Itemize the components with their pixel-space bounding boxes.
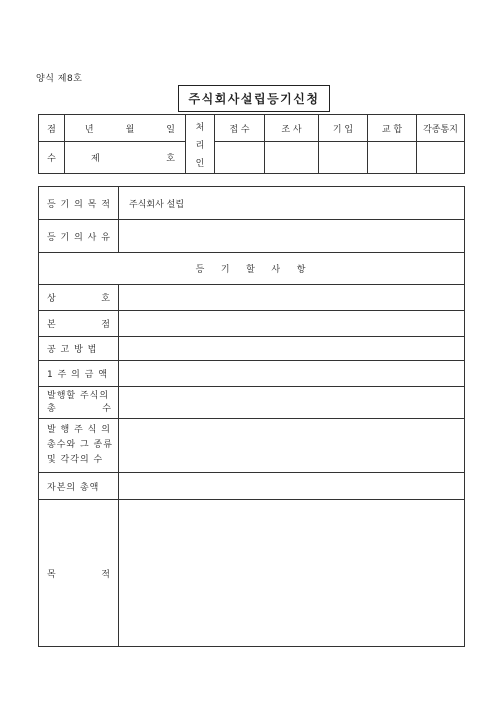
handler-char-1: 처 xyxy=(195,122,205,133)
trade-name-label-cell xyxy=(39,285,119,311)
ho-label: 호 xyxy=(166,154,175,164)
issued-shares-line-3: 및 각각의 수 xyxy=(47,455,104,465)
col-investigation-header xyxy=(265,115,319,142)
reason-value-cell[interactable] xyxy=(119,220,465,253)
handler-char-2: 리 xyxy=(195,140,205,151)
purpose-label-cell xyxy=(39,187,119,220)
investigation-stamp-cell[interactable] xyxy=(265,142,319,174)
public-notice-label-cell xyxy=(39,337,119,361)
head-office-value-cell[interactable] xyxy=(119,311,465,337)
col-check-header xyxy=(368,115,417,142)
reception-stamp-cell[interactable] xyxy=(215,142,265,174)
notice-stamp-cell[interactable] xyxy=(417,142,465,174)
section-header: 등 기 할 사 항 xyxy=(195,265,308,275)
col-notice-label: 각종통지 xyxy=(423,124,458,135)
registration-table xyxy=(38,186,465,647)
month-label: 월 xyxy=(125,124,135,135)
purpose-value-cell[interactable] xyxy=(119,187,465,220)
objective-value-cell[interactable] xyxy=(119,500,465,647)
form-number-label: 양식 제8호 xyxy=(36,74,83,84)
col-reception-header xyxy=(215,115,265,142)
capital-total-value-cell[interactable] xyxy=(119,473,465,500)
objective-char-1: 목 xyxy=(47,569,56,580)
head-office-char-2: 점 xyxy=(101,320,110,330)
col-reception-label: 접 수 xyxy=(229,124,250,135)
je-label: 제 xyxy=(91,154,100,164)
check-stamp-cell[interactable] xyxy=(368,142,417,174)
reason-label-cell xyxy=(39,220,119,253)
issued-shares-line-2: 총수와 그 종류 xyxy=(47,440,113,450)
trade-name-char-1: 상 xyxy=(47,294,56,304)
form-title-text: 주식회사설립등기신청 xyxy=(188,92,320,106)
reception-jeom-label: 점 xyxy=(47,124,56,135)
issued-shares-line-1: 발 행 주 식 의 xyxy=(47,425,111,435)
head-office-char-1: 본 xyxy=(47,320,56,330)
section-header-cell xyxy=(39,253,465,285)
form-title xyxy=(178,85,330,112)
col-entry-header xyxy=(319,115,368,142)
issued-shares-label-cell xyxy=(39,419,119,473)
reception-table xyxy=(38,114,465,174)
public-notice-value-cell[interactable] xyxy=(119,337,465,361)
col-notice-header xyxy=(417,115,465,142)
number-cell[interactable] xyxy=(65,142,186,174)
trade-name-char-2: 호 xyxy=(101,294,110,304)
col-entry-label: 기 입 xyxy=(332,124,354,135)
objective-char-2: 적 xyxy=(101,569,110,580)
objective-label-cell xyxy=(39,500,119,647)
entry-stamp-cell[interactable] xyxy=(319,142,368,174)
reception-su-label: 수 xyxy=(47,154,56,164)
issuable-shares-value-cell[interactable] xyxy=(119,387,465,419)
purpose-value: 주식회사 설립 xyxy=(129,199,185,210)
purpose-label: 등 기 의 목 적 xyxy=(47,199,111,210)
date-cell[interactable] xyxy=(65,115,186,142)
col-investigation-label: 조 사 xyxy=(281,124,302,135)
capital-total-label: 자본의 총액 xyxy=(47,482,100,493)
issuable-shares-char-2: 수 xyxy=(102,403,112,414)
issuable-shares-line-1: 발행할 주식의 xyxy=(47,390,110,401)
head-office-label-cell xyxy=(39,311,119,337)
handler-char-3: 인 xyxy=(195,158,205,169)
handler-cell xyxy=(186,115,215,174)
issued-shares-value-cell[interactable] xyxy=(119,419,465,473)
trade-name-value-cell[interactable] xyxy=(119,285,465,311)
share-amount-label: 1 주 의 금 액 xyxy=(47,370,108,380)
public-notice-label: 공 고 방 법 xyxy=(47,345,98,355)
issuable-shares-label-cell xyxy=(39,387,119,419)
year-label: 년 xyxy=(84,124,94,135)
day-label: 일 xyxy=(166,124,175,135)
reception-jeom-cell xyxy=(39,115,65,142)
capital-total-label-cell xyxy=(39,473,119,500)
reception-su-cell xyxy=(39,142,65,174)
issuable-shares-char-1: 총 xyxy=(47,403,57,414)
reason-label: 등 기 의 사 유 xyxy=(47,232,111,243)
share-amount-value-cell[interactable] xyxy=(119,361,465,387)
col-check-label: 교 합 xyxy=(381,124,403,135)
share-amount-label-cell xyxy=(39,361,119,387)
